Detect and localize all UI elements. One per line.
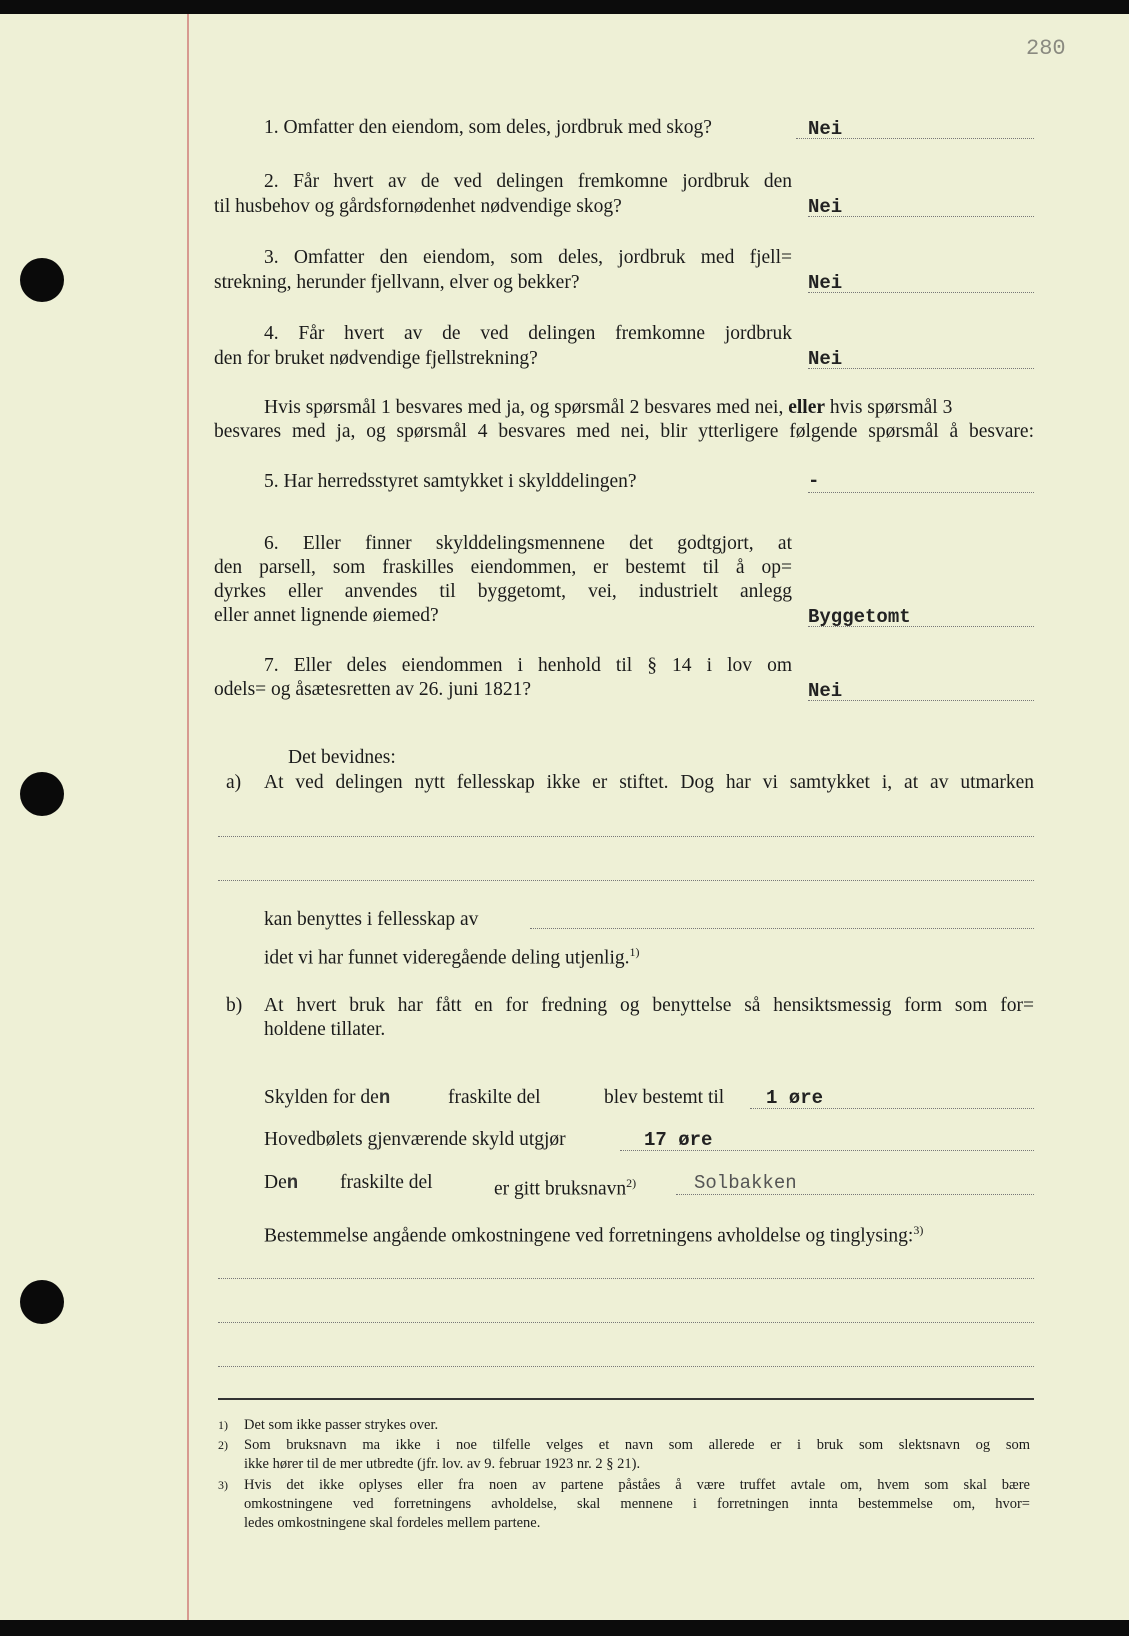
cost-label: Bestemmelse angående omkostningene ved forretningens avholdelse og tinglysing:$^{3)}$ — [264, 1223, 924, 1247]
fill-in-line — [218, 880, 1034, 881]
question-6-line-1: 6. Eller finner skylddelingsmennene det godtgjort, at — [264, 533, 792, 554]
margin-line — [187, 14, 189, 1620]
question-6-line-3: dyrkes eller anvendes til byggetomt, vei, industrielt anlegg — [214, 581, 792, 602]
fill-in-line — [218, 1278, 1034, 1279]
punch-hole — [20, 772, 64, 816]
fill-in-line — [218, 1322, 1034, 1323]
question-6-line-4: eller annet lignende øiemed? — [214, 605, 439, 626]
page-number: 280 — [1026, 36, 1066, 61]
shared-use-label: kan benyttes i fellesskap av — [264, 909, 479, 930]
hovedbol-label: Hovedbølets gjenværende skyld utgjør — [264, 1129, 566, 1150]
question-2-answer: Nei — [808, 196, 843, 218]
bruksnavn-label-3: er gitt bruksnavn$^{2)}$ — [494, 1176, 637, 1200]
answer-line — [808, 492, 1034, 493]
question-3-answer: Nei — [808, 272, 843, 294]
conditional-text-line-1: Hvis spørsmål 1 besvares med ja, og spørsmål 2 besvares med nei, eller hvis spørsmål 3 — [264, 397, 953, 418]
question-2-line-2: til husbehov og gårdsfornødenhet nødvendige skog? — [214, 196, 622, 217]
question-4-line-2: den for bruket nødvendige fjellstrekning? — [214, 348, 538, 369]
conditional-text-line-2: besvares med ja, og spørsmål 4 besvares med nei, blir ytterligere følgende spørsmål å besvare: — [214, 421, 1034, 442]
fill-in-line — [218, 836, 1034, 837]
question-1-text: 1. Omfatter den eiendom, som deles, jordbruk med skog? — [264, 117, 712, 138]
question-3-line-1: 3. Omfatter den eiendom, som deles, jordbruk med fjell= — [264, 247, 792, 268]
question-1-answer: Nei — [808, 118, 843, 140]
attestation-b-label: b) — [226, 995, 243, 1016]
question-7-line-1: 7. Eller deles eiendommen i henhold til § 14 i lov om — [264, 655, 792, 676]
skyld-label-2: fraskilte del — [448, 1087, 541, 1108]
bruksnavn-label-2: fraskilte del — [340, 1172, 433, 1193]
fill-in-line — [218, 1366, 1034, 1367]
further-division-text: idet vi har funnet videregående deling utjenlig.$^{1)}$ — [264, 945, 640, 969]
footnote-rule — [218, 1398, 1034, 1400]
hovedbol-value: 17 øre — [644, 1129, 713, 1151]
question-2-line-1: 2. Får hvert av de ved delingen fremkomne jordbruk den — [264, 171, 792, 192]
attestation-b-line-1: At hvert bruk har fått en for fredning og benyttelse så hensiktsmessig form som for= — [264, 995, 1034, 1016]
question-4-line-1: 4. Får hvert av de ved delingen fremkomne jordbruk — [264, 323, 792, 344]
skyld-label-3: blev bestemt til — [604, 1087, 725, 1108]
fill-in-line — [676, 1194, 1034, 1195]
document-page — [0, 14, 1129, 1620]
bruksnavn-value: Solbakken — [694, 1172, 797, 1194]
footnote-2: 2) Som bruksnavn ma ikke i noe tilfelle velges et navn som allerede er i bruk som slektsnavn og som ikke hører til de mer utbredte (jfr. lov. av 9. februar 1923 nr. 2 § 21). — [218, 1437, 1030, 1472]
question-7-line-2: odels= og åsætesretten av 26. juni 1821? — [214, 679, 531, 700]
attestation-a-text: At ved delingen nytt fellesskap ikke er stiftet. Dog har vi samtykket i, at av utmarken — [264, 772, 1034, 793]
question-7-answer: Nei — [808, 680, 843, 702]
punch-hole — [20, 1280, 64, 1324]
question-6-answer: Byggetomt — [808, 606, 911, 628]
question-5-answer: - — [808, 470, 820, 492]
question-3-line-2: strekning, herunder fjellvann, elver og bekker? — [214, 272, 580, 293]
attestation-a-label: a) — [226, 772, 242, 793]
question-5-text: 5. Har herredsstyret samtykket i skylddelingen? — [264, 471, 637, 492]
footnote-1: 1) Det som ikke passer strykes over. — [218, 1417, 439, 1433]
skyld-label: Skylden for den — [264, 1087, 391, 1109]
bruksnavn-label: Den — [264, 1172, 299, 1194]
question-6-line-2: den parsell, som fraskilles eiendommen, er bestemt til å op= — [214, 557, 792, 578]
question-4-answer: Nei — [808, 348, 843, 370]
attestation-heading: Det bevidnes: — [288, 747, 396, 768]
punch-hole — [20, 258, 64, 302]
fill-in-line — [530, 928, 1034, 929]
footnote-3: 3) Hvis det ikke oplyses eller fra noen av partene påståes å være truffet avtale om, hvem som skal bære omkostningene ved forretningens avholdelse, skal mennene i forretningen innta bestemmelse om, hvor= ledes omkostningene skal fordeles mellem partene. — [218, 1477, 1030, 1531]
attestation-b-line-2: holdene tillater. — [264, 1019, 386, 1040]
skyld-value: 1 øre — [766, 1087, 824, 1109]
